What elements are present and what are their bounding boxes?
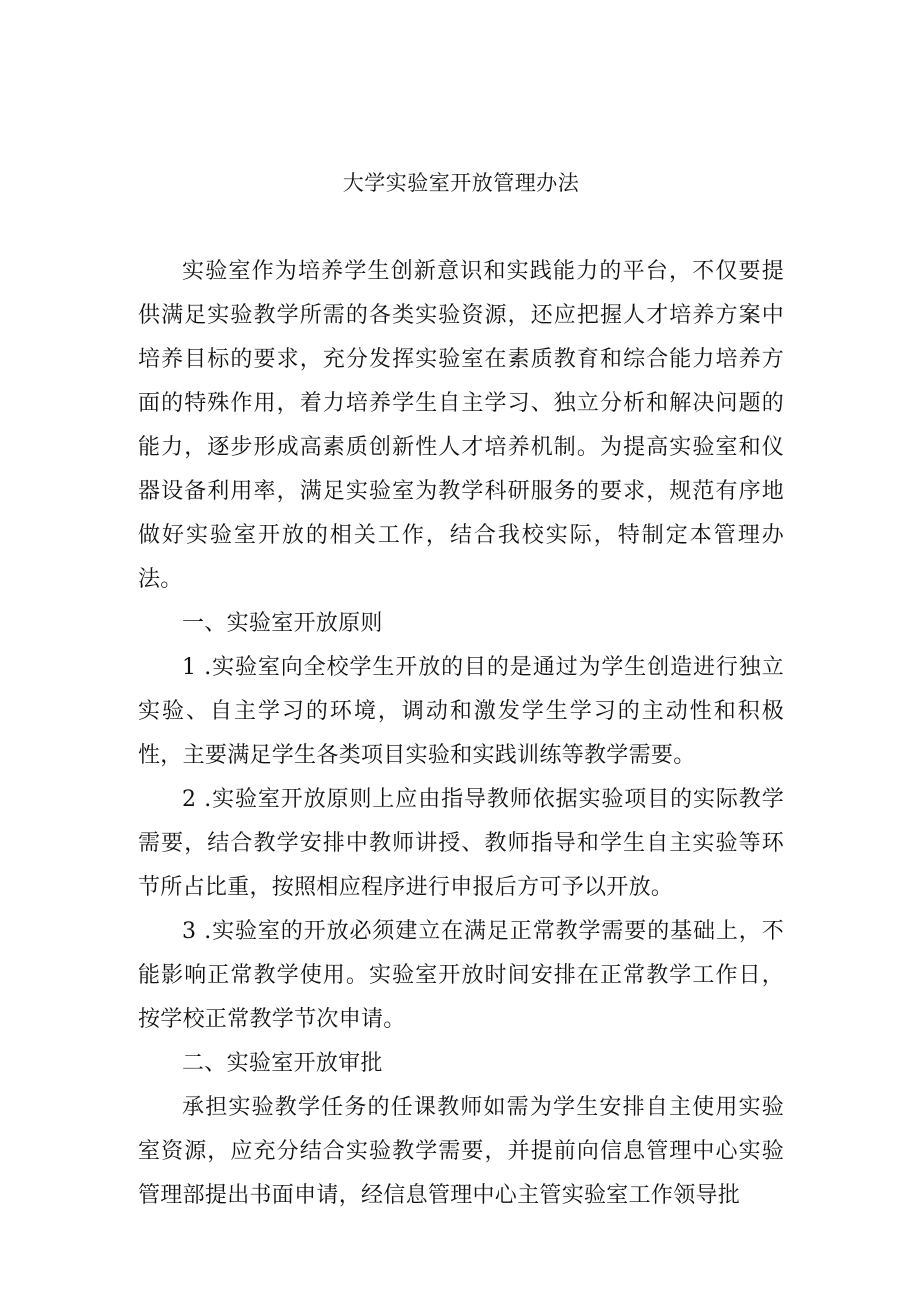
document-title: 大学实验室开放管理办法 [342, 171, 580, 195]
document-page [138, 168, 784, 1218]
document-body [138, 250, 784, 1218]
paragraph-principle-1: 1 .实验室向全校学生开放的目的是通过为学生创造进行独立实验、自主学习的环境，调动和激发学生学习的主动性和积极性，主要满足学生各类项目实验和实践训练等教学需要。 [138, 655, 784, 768]
paragraph-approval: 承担实验教学任务的任课教师如需为学生安排自主使用实验室资源，应充分结合实验教学需要，并提前向信息管理中心实验管理部提出书面申请，经信息管理中心主管实验室工作领导批 [138, 1095, 784, 1208]
section-heading-open-principles: 一、实验室开放原则 [182, 611, 383, 636]
section-heading-open-approval: 二、实验室开放审批 [182, 1051, 383, 1076]
paragraph-intro: 实验室作为培养学生创新意识和实践能力的平台，不仅要提供满足实验教学所需的各类实验资源，还应把握人才培养方案中培养目标的要求，充分发挥实验室在素质教育和综合能力培养方面的特殊作用，着力培养学生自主学习、独立分析和解决问题的能力，逐步形成高素质创新性人才培养机制。为提高实验室和仪器设备利用率，满足实验室为教学科研服务的要求，规范有序地做好实验室开放的相关工作，结合我校实际，特制定本管理办法。 [138, 259, 784, 592]
paragraph-principle-2: 2 .实验室开放原则上应由指导教师依据实验项目的实际教学需要，结合教学安排中教师讲授、教师指导和学生自主实验等环节所占比重，按照相应程序进行申报后方可予以开放。 [138, 787, 784, 900]
paragraph-principle-3: 3 .实验室的开放必须建立在满足正常教学需要的基础上，不能影响正常教学使用。实验室开放时间安排在正常教学工作日，按学校正常教学节次申请。 [138, 919, 784, 1032]
